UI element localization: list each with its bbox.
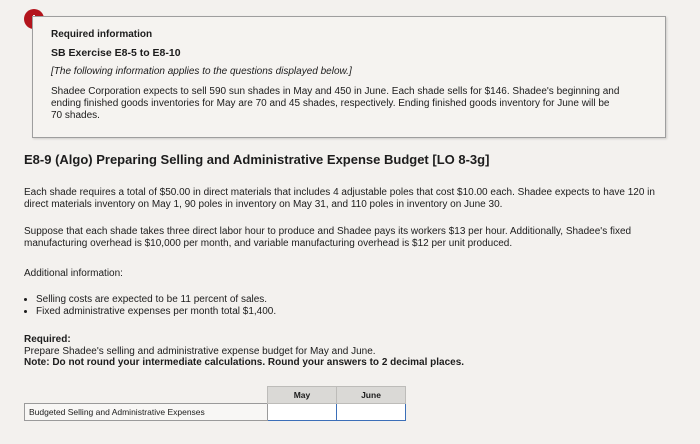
column-header-may: May: [268, 387, 337, 404]
info-exercise: SB Exercise E8-5 to E8-10: [51, 47, 181, 59]
column-header-june: June: [337, 387, 406, 404]
required-information-box: [32, 16, 666, 138]
list-item: • Fixed administrative expenses per month total $1,400.: [36, 306, 276, 318]
info-body: Shadee Corporation expects to sell 590 sun shades in May and 450 in June. Each shade sells for $146. Shadee's beginning and ending finished goods inventories for May are 70 and 45 shades, respectively. Ending finished goods inventory for June will be 70 shades.: [51, 86, 620, 121]
section-title: E8-9 (Algo) Preparing Selling and Administrative Expense Budget [LO 8-3g]: [24, 152, 490, 167]
additional-info-label: Additional information:: [24, 268, 123, 279]
info-title: Required information: [51, 29, 153, 40]
rounding-note: Note: Do not round your intermediate calculations. Round your answers to 2 decimal places.: [24, 357, 465, 368]
june-cell: [337, 404, 406, 421]
required-heading: Required:: [24, 334, 71, 345]
row-label: Budgeted Selling and Administrative Expenses: [25, 404, 268, 421]
may-cell: [268, 404, 337, 421]
additional-info-list: [24, 294, 276, 318]
table-corner: [25, 387, 268, 404]
table-row: [25, 404, 406, 421]
may-expense-input[interactable]: [268, 405, 336, 420]
info-note: [The following information applies to the questions displayed below.]: [51, 66, 352, 77]
required-instructions: Prepare Shadee's selling and administrative expense budget for May and June.: [24, 346, 376, 357]
budget-table: [24, 386, 406, 421]
labor-paragraph: Suppose that each shade takes three direct labor hour to produce and Shadee pays its workers $13 per hour. Additionally, Shadee's fixed manufacturing overhead is $10,000 per month, and variable manufacturing overhead is $12 per unit produced.: [24, 226, 632, 249]
list-item: • Selling costs are expected to be 11 percent of sales.: [36, 294, 276, 306]
june-expense-input[interactable]: [337, 405, 405, 420]
materials-paragraph: Each shade requires a total of $50.00 in direct materials that includes 4 adjustable poles that cost $10.00 each. Shadee expects to have 120 in direct materials inventory on May 1, 90 poles in inventory on May 31, and 110 poles in inventory on June 30.: [24, 187, 655, 210]
